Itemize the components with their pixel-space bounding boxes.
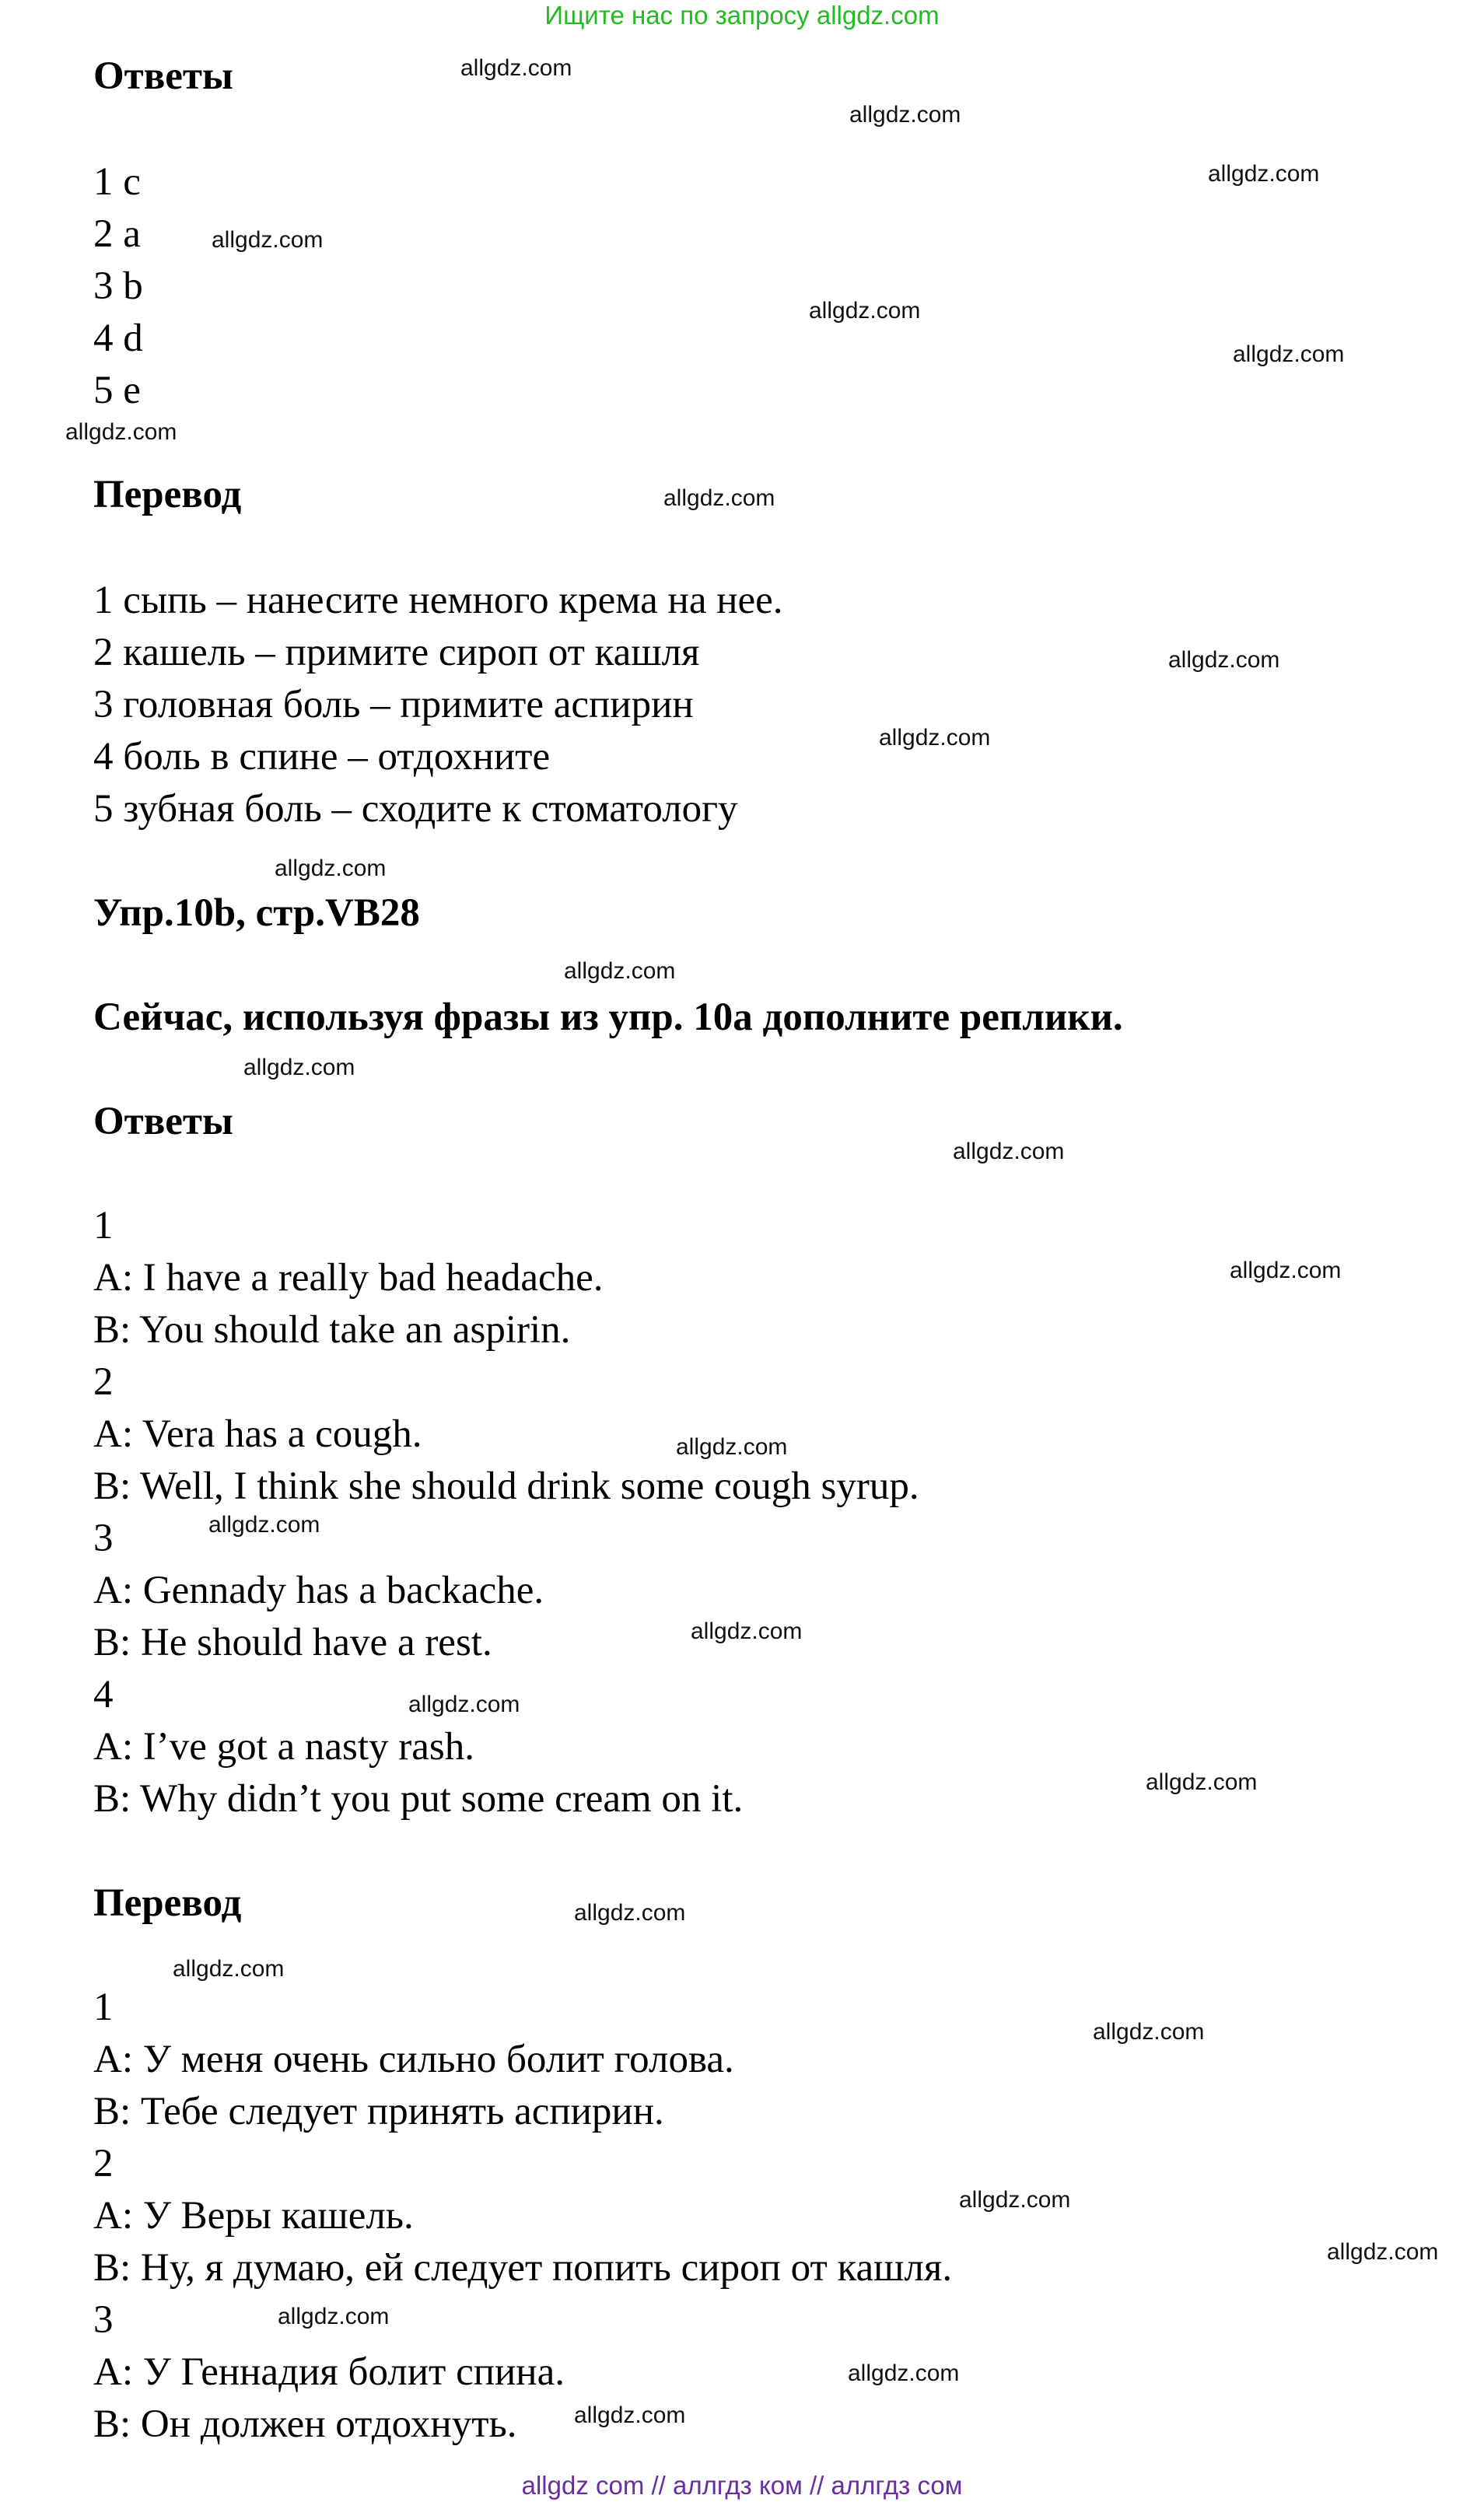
watermark: allgdz.com — [879, 725, 991, 751]
dialog-number-2: 2 — [93, 2142, 114, 2185]
dialog-number-3: 3 — [93, 1517, 114, 1560]
watermark: allgdz.com — [1146, 1769, 1258, 1795]
watermark: allgdz.com — [959, 2187, 1071, 2213]
answer-line-4: 4 d — [93, 317, 143, 360]
dialog-line: A: У Геннадия болит спина. — [93, 2350, 565, 2394]
watermark: allgdz.com — [1327, 2239, 1439, 2265]
watermark: allgdz.com — [1233, 341, 1345, 367]
dialog-line: A: У меня очень сильно болит голова. — [93, 2038, 734, 2081]
watermark: allgdz.com — [460, 55, 572, 81]
watermark: allgdz.com — [243, 1055, 355, 1080]
heading-answers-1: Ответы — [93, 54, 233, 98]
watermark: allgdz.com — [1168, 647, 1280, 673]
dialog-number-3: 3 — [93, 2298, 114, 2342]
dialog-line: A: Gennady has a backache. — [93, 1569, 544, 1612]
watermark: allgdz.com — [208, 1512, 320, 1538]
watermark: allgdz.com — [1093, 2019, 1205, 2045]
watermark: allgdz.com — [953, 1139, 1065, 1164]
heading-translation-1: Перевод — [93, 473, 242, 516]
exercise-heading: Упр.10b, стр.VB28 — [93, 891, 420, 935]
watermark: allgdz.com — [848, 2360, 960, 2386]
translation-line-1: 1 сыпь – нанесите немного крема на нее. — [93, 579, 783, 622]
watermark: allgdz.com — [212, 227, 324, 253]
watermark: allgdz.com — [574, 1900, 686, 1926]
answer-line-5: 5 e — [93, 369, 141, 412]
translation-line-5: 5 зубная боль – сходите к стоматологу — [93, 787, 738, 831]
translation-line-2: 2 кашель – примите сироп от кашля — [93, 631, 700, 674]
watermark: allgdz.com — [275, 856, 387, 881]
bottom-banner[interactable]: allgdz com // аллгдз ком // аллгдз сом — [521, 2471, 963, 2500]
heading-translation-2: Перевод — [93, 1881, 242, 1925]
watermark: allgdz.com — [574, 2402, 686, 2428]
dialog-line: A: I have a really bad headache. — [93, 1256, 604, 1300]
watermark: allgdz.com — [809, 298, 921, 324]
translation-line-3: 3 головная боль – примите аспирин — [93, 683, 694, 726]
watermark: allgdz.com — [849, 102, 961, 128]
dialog-line: B: Why didn’t you put some cream on it. — [93, 1777, 744, 1821]
dialog-number-2: 2 — [93, 1360, 114, 1404]
dialog-line: A: I’ve got a nasty rash. — [93, 1725, 475, 1769]
top-banner[interactable]: Ищите нас по запросу allgdz.com — [544, 1, 940, 30]
watermark: allgdz.com — [65, 419, 177, 445]
translation-line-4: 4 боль в спине – отдохните — [93, 735, 551, 779]
dialog-line: B: Well, I think she should drink some cough syrup. — [93, 1464, 919, 1508]
watermark: allgdz.com — [278, 2304, 390, 2329]
dialog-line: A: У Веры кашель. — [93, 2194, 414, 2238]
dialog-line: B: Он должен отдохнуть. — [93, 2402, 517, 2446]
watermark: allgdz.com — [691, 1618, 803, 1644]
dialog-number-4: 4 — [93, 1673, 114, 1716]
dialog-line: B: Ну, я думаю, ей следует попить сироп от кашля. — [93, 2246, 953, 2290]
heading-answers-2: Ответы — [93, 1100, 233, 1143]
answer-line-2: 2 a — [93, 212, 141, 256]
watermark: allgdz.com — [564, 958, 676, 984]
exercise-instruction: Сейчас, используя фразы из упр. 10а дополните реплики. — [93, 996, 1123, 1039]
watermark: allgdz.com — [173, 1956, 285, 1982]
dialog-line: B: Тебе следует принять аспирин. — [93, 2090, 664, 2133]
answer-line-1: 1 c — [93, 160, 141, 204]
watermark: allgdz.com — [1208, 161, 1320, 187]
dialog-line: B: He should have a rest. — [93, 1621, 492, 1664]
dialog-line: A: Vera has a cough. — [93, 1412, 422, 1456]
answer-line-3: 3 b — [93, 264, 143, 308]
watermark: allgdz.com — [408, 1692, 520, 1717]
dialog-number-1: 1 — [93, 1986, 114, 2029]
watermark: allgdz.com — [1230, 1258, 1342, 1283]
dialog-line: B: You should take an aspirin. — [93, 1308, 571, 1352]
dialog-number-1: 1 — [93, 1204, 114, 1248]
watermark: allgdz.com — [676, 1434, 788, 1460]
watermark: allgdz.com — [663, 485, 775, 511]
